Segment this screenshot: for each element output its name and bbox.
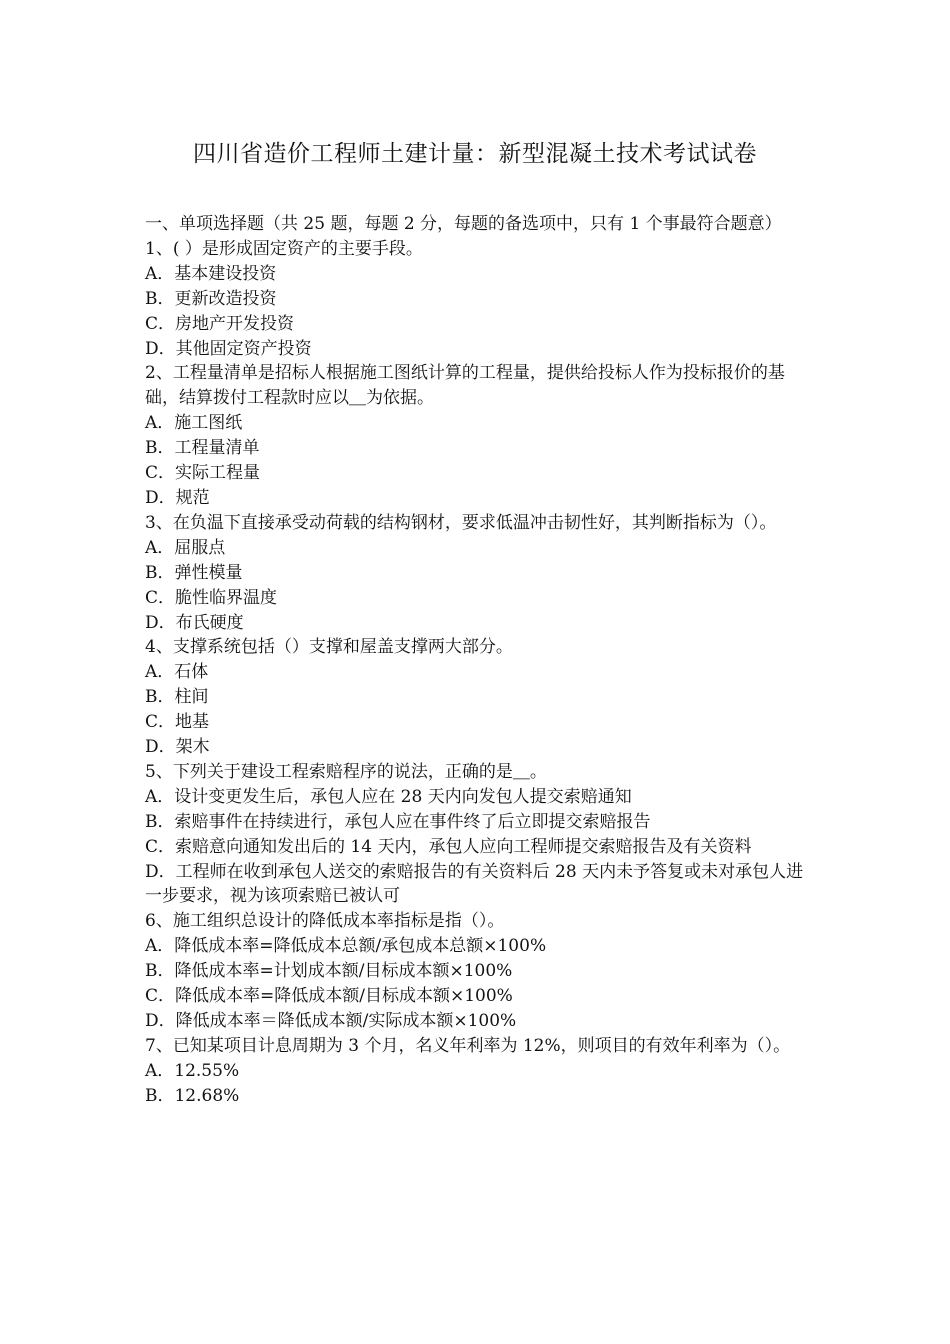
question-stem: 2、工程量清单是招标人根据施工图纸计算的工程量，提供给投标人作为投标报价的基础，结算拨付工程款时应以＿为依据。 [145, 363, 785, 409]
option-b: B．索赔事件在持续进行，承包人应在事件终了后立即提交索赔报告 [145, 811, 651, 832]
question-stem: 3、在负温下直接承受动荷载的结构钢材，要求低温冲击韧性好，其判断指标为（）。 [145, 512, 777, 533]
option-c: C．房地产开发投资 [145, 313, 295, 334]
option-d: D．降低成本率＝降低成本额/实际成本额×100% [145, 1011, 517, 1031]
option-b: B．更新改造投资 [145, 288, 277, 309]
option-d: D．其他固定资产投资 [145, 338, 312, 359]
question-stem: 7、已知某项目计息周期为 3 个月，名义年利率为 12%，则项目的有效年利率为（）。 [145, 1035, 791, 1056]
question-stem: 6、施工组织总设计的降低成本率指标是指（）。 [145, 911, 505, 932]
option-c: C．索赔意向通知发出后的 14 天内，承包人应向工程师提交索赔报告及有关资料 [145, 836, 752, 857]
option-a: A．降低成本率=降低成本总额/承包成本总额×100% [145, 936, 547, 957]
option-b: B．12.68% [145, 1085, 240, 1106]
question-6 [145, 909, 807, 1034]
document-title: 四川省造价工程师土建计量：新型混凝土技术考试试卷 [193, 141, 757, 167]
question-stem: 4、支撑系统包括（）支撑和屋盖支撑两大部分。 [145, 637, 513, 658]
option-d: D．规范 [145, 487, 210, 508]
option-a: A．基本建设投资 [145, 263, 277, 284]
option-b: B．弹性模量 [145, 562, 243, 583]
option-a: A．12.55% [145, 1060, 240, 1081]
question-7 [145, 1034, 807, 1109]
option-d: D．布氏硬度 [145, 612, 244, 633]
option-b: B．降低成本率=计划成本额/目标成本额×100% [145, 961, 513, 982]
option-a: A．石体 [145, 662, 209, 683]
option-a: A．设计变更发生后，承包人应在 28 天内向发包人提交索赔通知 [145, 786, 632, 807]
question-4 [145, 635, 807, 760]
question-stem: 5、下列关于建设工程索赔程序的说法，正确的是＿。 [145, 761, 547, 782]
option-b: B．柱间 [145, 687, 209, 708]
question-stem: 1、( ）是形成固定资产的主要手段。 [145, 238, 423, 259]
question-1 [145, 237, 807, 362]
option-d: D．架木 [145, 737, 210, 758]
option-c: C．降低成本率=降低成本额/目标成本额×100% [145, 986, 513, 1007]
question-3 [145, 511, 807, 636]
question-5 [145, 760, 807, 909]
option-a: A．屈服点 [145, 537, 226, 558]
option-d: D．工程师在收到承包人送交的索赔报告的有关资料后 28 天内未予答复或未对承包人进一步要求，视为该项索赔已被认可 [145, 861, 804, 907]
option-c: C．脆性临界温度 [145, 587, 278, 608]
option-b: B．工程量清单 [145, 438, 260, 459]
option-c: C．地基 [145, 712, 210, 733]
question-2 [145, 361, 807, 510]
section-heading: 一、单项选择题（共 25 题，每题 2 分，每题的备选项中，只有 1 个事最符合题意） [145, 214, 782, 234]
option-c: C．实际工程量 [145, 463, 261, 484]
option-a: A．施工图纸 [145, 413, 243, 434]
question-content [145, 212, 807, 1109]
